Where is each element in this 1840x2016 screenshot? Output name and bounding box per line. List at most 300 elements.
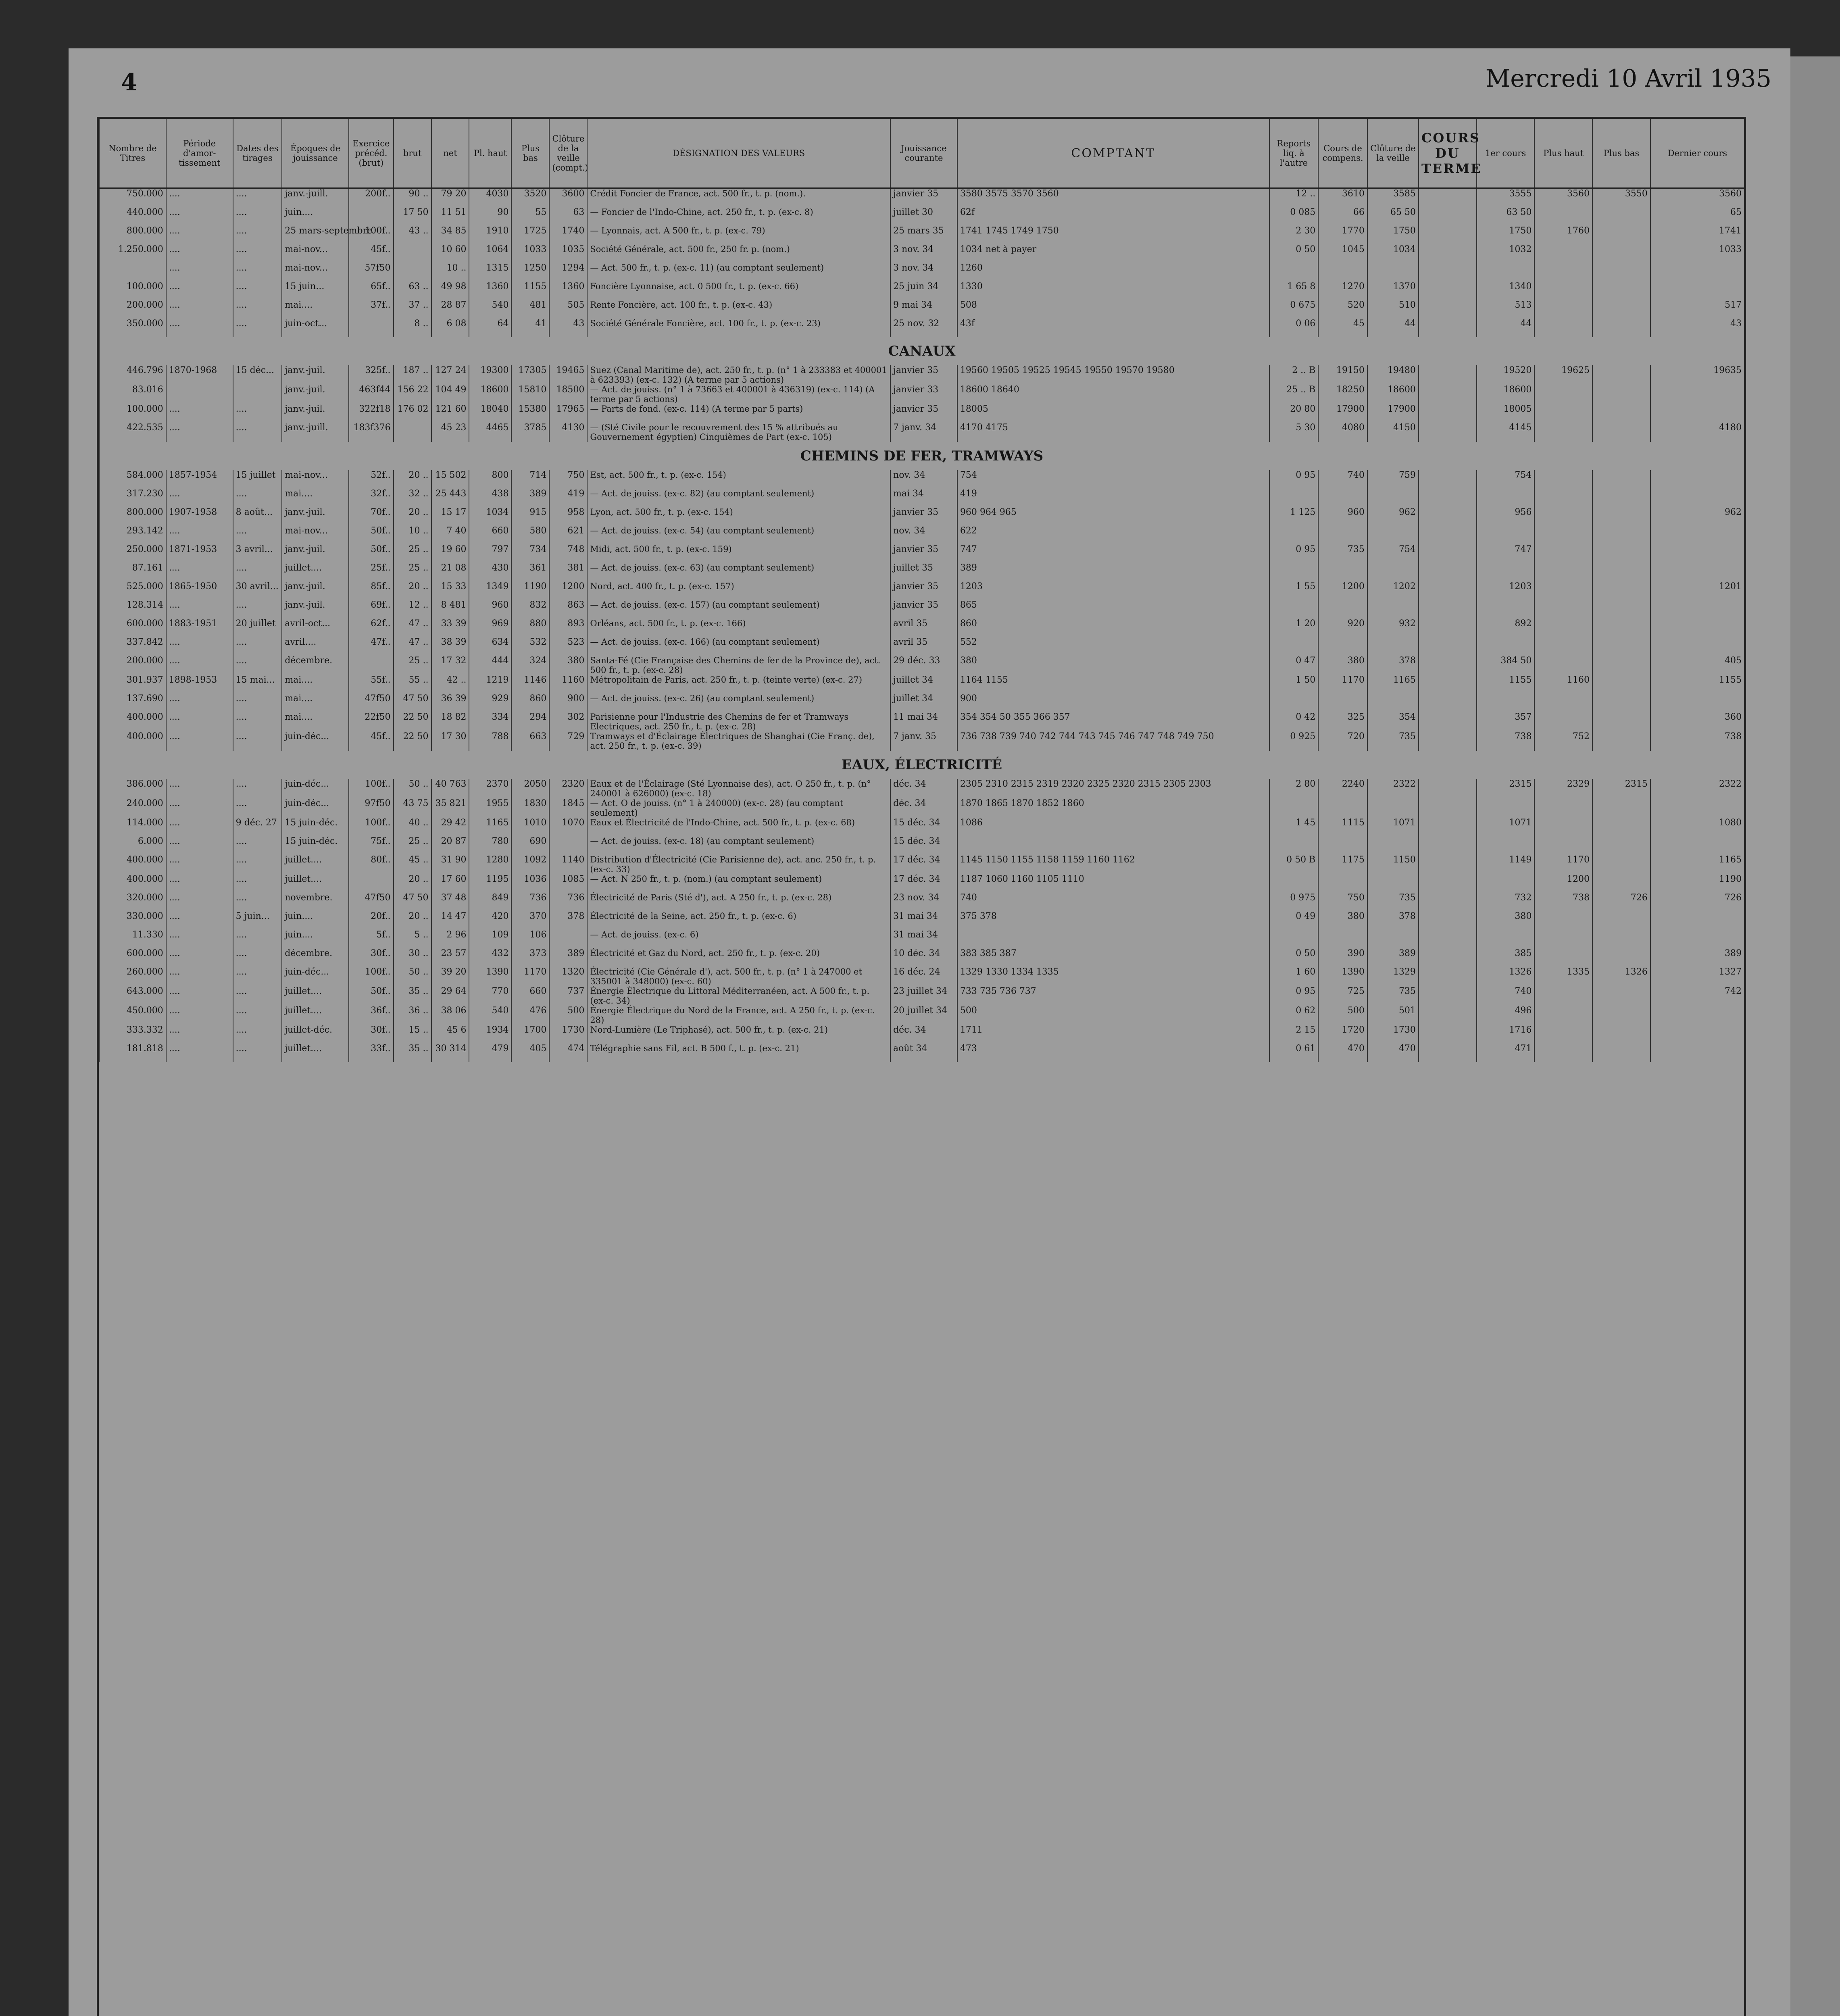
- cell-exercice: 97f50: [349, 798, 394, 818]
- cell-cloture: 748: [549, 544, 587, 563]
- cell-haut: 420: [469, 911, 511, 930]
- cell-brut: 43 75: [394, 798, 431, 818]
- cell-comptant: 1203: [957, 581, 1269, 600]
- cell-haut: 432: [469, 948, 511, 967]
- cell-periode: ....: [166, 731, 233, 751]
- cell-haut: 18040: [469, 404, 511, 423]
- table-row: [99, 948, 1744, 967]
- cell-exercice: 30f..: [349, 1025, 394, 1043]
- cell-dernier: 1741: [1650, 226, 1744, 244]
- cell-reports: [1269, 563, 1319, 581]
- cell-exercice: [349, 319, 394, 337]
- cell-cloture: 1160: [549, 675, 587, 694]
- cell-dernier: [1650, 798, 1744, 818]
- cell-reports: 0 95: [1269, 470, 1319, 489]
- cell-compens: 470: [1318, 1043, 1367, 1062]
- cell-titres: 200.000: [99, 656, 166, 675]
- cell-brut: 55 ..: [394, 675, 431, 694]
- cell-periode: ....: [166, 818, 233, 836]
- cell-des: — Act. de jouiss. (ex-c. 54) (au comptant seulement): [587, 526, 890, 544]
- cell-brut: 20 ..: [394, 874, 431, 893]
- cell-haut: 18600: [469, 385, 511, 404]
- cell-cloture: 2320: [549, 779, 587, 798]
- cell-phaut: [1534, 619, 1592, 637]
- cell-jouis: 25 nov. 32: [890, 319, 957, 337]
- cell-cloture: 1740: [549, 226, 587, 244]
- cell-cloture: 900: [549, 694, 587, 712]
- cell-des: Électricité (Cie Générale d'), act. 500 fr., t. p. (n° 1 à 247000 et 335001 à 348000) (ex-c. 60): [587, 967, 890, 986]
- cell-epoque: janv.-juill.: [282, 188, 349, 208]
- cell-premier: 3555: [1477, 188, 1535, 208]
- cell-reports: 1 50: [1269, 675, 1319, 694]
- cell-reports: [1269, 600, 1319, 619]
- cell-clot: 1165: [1367, 675, 1419, 694]
- cell-jouis: 25 mars 35: [890, 226, 957, 244]
- cell-phaut: 19625: [1534, 365, 1592, 385]
- cell-dernier: 738: [1650, 731, 1744, 751]
- cell-pbas: [1592, 226, 1650, 244]
- cell-periode: [166, 385, 233, 404]
- cell-premier: 1071: [1477, 818, 1535, 836]
- cell-tirage: 15 juillet: [233, 470, 282, 489]
- cell-reports: [1269, 836, 1319, 855]
- cell-clot: 389: [1367, 948, 1419, 967]
- cell-jouis: nov. 34: [890, 526, 957, 544]
- cell-titres: 386.000: [99, 779, 166, 798]
- cell-cloture: 19465: [549, 365, 587, 385]
- cell-cloture: 500: [549, 1006, 587, 1025]
- cell-haut: 797: [469, 544, 511, 563]
- cell-compens: [1318, 798, 1367, 818]
- cell-epoque: décembre.: [282, 948, 349, 967]
- cell-jouis: janvier 35: [890, 581, 957, 600]
- cell-cloture: 17965: [549, 404, 587, 423]
- cell-net: 7 40: [431, 526, 469, 544]
- cell-terme-spacer: [1419, 694, 1477, 712]
- cell-clot: 44: [1367, 319, 1419, 337]
- cell-bas: 405: [511, 1043, 549, 1062]
- cell-haut: 1955: [469, 798, 511, 818]
- cell-net: 8 481: [431, 600, 469, 619]
- cell-comptant: 1260: [957, 263, 1269, 281]
- cell-titres: 584.000: [99, 470, 166, 489]
- cell-periode: ....: [166, 563, 233, 581]
- cell-bas: 15380: [511, 404, 549, 423]
- cell-reports: 0 42: [1269, 712, 1319, 731]
- cell-brut: 47 ..: [394, 637, 431, 656]
- cell-brut: 15 ..: [394, 1025, 431, 1043]
- cell-cloture: 893: [549, 619, 587, 637]
- cell-pbas: [1592, 470, 1650, 489]
- cell-titres: 181.818: [99, 1043, 166, 1062]
- cell-titres: 1.250.000: [99, 244, 166, 263]
- cell-bas: 324: [511, 656, 549, 675]
- cell-jouis: 31 mai 34: [890, 911, 957, 930]
- cell-reports: 0 61: [1269, 1043, 1319, 1062]
- cell-terme-spacer: [1419, 637, 1477, 656]
- cell-reports: [1269, 489, 1319, 507]
- cell-epoque: 15 juin...: [282, 281, 349, 300]
- cell-epoque: mai-nov...: [282, 263, 349, 281]
- cell-periode: ....: [166, 319, 233, 337]
- cell-dernier: [1650, 1006, 1744, 1025]
- cell-comptant: 1187 1060 1160 1105 1110: [957, 874, 1269, 893]
- cell-clot: 759: [1367, 470, 1419, 489]
- cell-titres: 114.000: [99, 818, 166, 836]
- cell-haut: 800: [469, 470, 511, 489]
- cell-haut: 430: [469, 563, 511, 581]
- cell-premier: [1477, 526, 1535, 544]
- cell-premier: 1716: [1477, 1025, 1535, 1043]
- cell-titres: 240.000: [99, 798, 166, 818]
- cell-pbas: [1592, 281, 1650, 300]
- cell-comptant: 473: [957, 1043, 1269, 1062]
- cell-net: 121 60: [431, 404, 469, 423]
- section-heading-row: [99, 337, 1744, 365]
- cell-tirage: 3 avril...: [233, 544, 282, 563]
- cell-brut: 17 50: [394, 207, 431, 226]
- cell-des: — Act. de jouiss. (ex-c. 18) (au comptant seulement): [587, 836, 890, 855]
- cell-haut: 1934: [469, 1025, 511, 1043]
- cell-tirage: ....: [233, 948, 282, 967]
- table-row: [99, 544, 1744, 563]
- cell-titres: [99, 263, 166, 281]
- cell-compens: [1318, 637, 1367, 656]
- cell-brut: 47 50: [394, 694, 431, 712]
- cell-des: Eaux et Électricité de l'Indo-Chine, act. 500 fr., t. p. (ex-c. 68): [587, 818, 890, 836]
- cell-haut: 4465: [469, 423, 511, 442]
- cell-exercice: 183f376: [349, 423, 394, 442]
- cell-epoque: juin-déc...: [282, 798, 349, 818]
- table-row: [99, 656, 1744, 675]
- cell-dernier: [1650, 489, 1744, 507]
- cell-premier: 513: [1477, 300, 1535, 319]
- cell-compens: 1390: [1318, 967, 1367, 986]
- col-dates-tirages: Dates des tirages: [233, 119, 282, 188]
- cell-periode: ....: [166, 930, 233, 948]
- cell-epoque: juillet....: [282, 855, 349, 874]
- cell-jouis: avril 35: [890, 637, 957, 656]
- cell-premier: 956: [1477, 507, 1535, 526]
- cell-clot: 354: [1367, 712, 1419, 731]
- cell-titres: 100.000: [99, 281, 166, 300]
- table-row: [99, 526, 1744, 544]
- cell-exercice: 32f..: [349, 489, 394, 507]
- cell-comptant: 2305 2310 2315 2319 2320 2325 2320 2315 2305 2303: [957, 779, 1269, 798]
- cell-pbas: [1592, 600, 1650, 619]
- cell-compens: [1318, 694, 1367, 712]
- cell-comptant: 18005: [957, 404, 1269, 423]
- cell-dernier: [1650, 470, 1744, 489]
- cell-net: 14 47: [431, 911, 469, 930]
- cell-terme-spacer: [1419, 188, 1477, 208]
- cell-net: 31 90: [431, 855, 469, 874]
- cell-des: Distribution d'Électricité (Cie Parisienne de), act. anc. 250 fr., t. p. (ex-c. 33): [587, 855, 890, 874]
- cell-comptant: 500: [957, 1006, 1269, 1025]
- cell-haut: 1910: [469, 226, 511, 244]
- cell-compens: [1318, 263, 1367, 281]
- cell-pbas: [1592, 986, 1650, 1006]
- cell-pbas: [1592, 712, 1650, 731]
- cell-des: Tramways et d'Éclairage Électriques de Shanghai (Cie Franç. de), act. 250 fr., t. p. (ex-c. 39): [587, 731, 890, 751]
- cell-net: 104 49: [431, 385, 469, 404]
- cell-periode: ....: [166, 779, 233, 798]
- col-comptant: COMPTANT: [957, 119, 1269, 188]
- cell-net: 19 60: [431, 544, 469, 563]
- cell-des: Société Générale, act. 500 fr., 250 fr. p. (nom.): [587, 244, 890, 263]
- cell-pbas: [1592, 563, 1650, 581]
- cell-premier: [1477, 263, 1535, 281]
- cell-jouis: janvier 35: [890, 544, 957, 563]
- cell-reports: [1269, 930, 1319, 948]
- cell-terme-spacer: [1419, 675, 1477, 694]
- cell-tirage: ....: [233, 404, 282, 423]
- cell-pbas: [1592, 489, 1650, 507]
- cell-epoque: 15 juin-déc.: [282, 818, 349, 836]
- cell-cloture: 737: [549, 986, 587, 1006]
- col-cours-compens: Cours de compens.: [1318, 119, 1367, 188]
- cell-exercice: 5f..: [349, 930, 394, 948]
- cell-jouis: janvier 35: [890, 600, 957, 619]
- table-row: [99, 563, 1744, 581]
- cell-net: 79 20: [431, 188, 469, 208]
- cell-epoque: juin....: [282, 930, 349, 948]
- cell-periode: ....: [166, 1006, 233, 1025]
- cell-reports: 2 15: [1269, 1025, 1319, 1043]
- cell-phaut: [1534, 423, 1592, 442]
- cell-phaut: 1170: [1534, 855, 1592, 874]
- cell-pbas: [1592, 948, 1650, 967]
- cell-phaut: 738: [1534, 893, 1592, 911]
- cell-tirage: 5 juin...: [233, 911, 282, 930]
- cell-phaut: [1534, 207, 1592, 226]
- cell-haut: 1064: [469, 244, 511, 263]
- cell-exercice: 45f..: [349, 731, 394, 751]
- cell-des: — Act. de jouiss. (ex-c. 6): [587, 930, 890, 948]
- cell-compens: 17900: [1318, 404, 1367, 423]
- cell-exercice: 100f..: [349, 779, 394, 798]
- cell-pbas: [1592, 1025, 1650, 1043]
- cell-bas: 736: [511, 893, 549, 911]
- cell-jouis: juillet 34: [890, 675, 957, 694]
- cell-compens: 19150: [1318, 365, 1367, 385]
- cell-epoque: juillet....: [282, 563, 349, 581]
- cell-exercice: [349, 656, 394, 675]
- table-row: [99, 637, 1744, 656]
- cell-brut: 20 ..: [394, 911, 431, 930]
- cell-compens: 960: [1318, 507, 1367, 526]
- cell-compens: 45: [1318, 319, 1367, 337]
- cell-comptant: 1741 1745 1749 1750: [957, 226, 1269, 244]
- cell-pbas: [1592, 526, 1650, 544]
- cell-phaut: [1534, 319, 1592, 337]
- cell-bas: 860: [511, 694, 549, 712]
- cell-terme-spacer: [1419, 1006, 1477, 1025]
- cell-comptant: 622: [957, 526, 1269, 544]
- cell-periode: 1883-1951: [166, 619, 233, 637]
- cell-dernier: 405: [1650, 656, 1744, 675]
- cell-periode: 1871-1953: [166, 544, 233, 563]
- cell-phaut: [1534, 526, 1592, 544]
- cell-cloture: 1320: [549, 967, 587, 986]
- cell-compens: 1270: [1318, 281, 1367, 300]
- cell-terme-spacer: [1419, 404, 1477, 423]
- cell-tirage: ....: [233, 423, 282, 442]
- cell-haut: 770: [469, 986, 511, 1006]
- cell-bas: 1155: [511, 281, 549, 300]
- cell-tirage: ....: [233, 637, 282, 656]
- cell-des: — Parts de fond. (ex-c. 114) (A terme par 5 parts): [587, 404, 890, 423]
- cell-comptant: 860: [957, 619, 1269, 637]
- cell-clot: [1367, 930, 1419, 948]
- cell-brut: 32 ..: [394, 489, 431, 507]
- cell-exercice: 325f..: [349, 365, 394, 385]
- cell-titres: 337.842: [99, 637, 166, 656]
- cell-phaut: [1534, 544, 1592, 563]
- cell-compens: 720: [1318, 731, 1367, 751]
- cell-exercice: 62f..: [349, 619, 394, 637]
- cell-pbas: [1592, 911, 1650, 930]
- cell-jouis: 29 déc. 33: [890, 656, 957, 675]
- cell-haut: 1165: [469, 818, 511, 836]
- cell-brut: 25 ..: [394, 656, 431, 675]
- cell-jouis: nov. 34: [890, 470, 957, 489]
- cell-comptant: [957, 930, 1269, 948]
- col-cloture-veille: Clôture de la veille (compt.): [549, 119, 587, 188]
- cell-cloture: 381: [549, 563, 587, 581]
- cell-epoque: décembre.: [282, 656, 349, 675]
- cell-periode: ....: [166, 263, 233, 281]
- cell-reports: 1 125: [1269, 507, 1319, 526]
- cell-exercice: 47f50: [349, 694, 394, 712]
- cell-dernier: [1650, 619, 1744, 637]
- cell-tirage: ....: [233, 281, 282, 300]
- cell-des: Lyon, act. 500 fr., t. p. (ex-c. 154): [587, 507, 890, 526]
- cell-periode: ....: [166, 836, 233, 855]
- cell-net: 25 443: [431, 489, 469, 507]
- cell-clot: 962: [1367, 507, 1419, 526]
- cell-bas: 1170: [511, 967, 549, 986]
- col-plus-bas: Plus bas: [511, 119, 549, 188]
- cell-brut: 10 ..: [394, 526, 431, 544]
- cell-jouis: juillet 35: [890, 563, 957, 581]
- cell-epoque: mai....: [282, 712, 349, 731]
- cell-terme-spacer: [1419, 1043, 1477, 1062]
- table-row: [99, 712, 1744, 731]
- cell-reports: 0 49: [1269, 911, 1319, 930]
- cell-epoque: juillet....: [282, 874, 349, 893]
- cell-exercice: 50f..: [349, 986, 394, 1006]
- cell-phaut: 1160: [1534, 675, 1592, 694]
- cell-terme-spacer: [1419, 818, 1477, 836]
- cell-tirage: ....: [233, 874, 282, 893]
- cell-titres: 400.000: [99, 855, 166, 874]
- cell-terme-spacer: [1419, 874, 1477, 893]
- cell-reports: 25 .. B: [1269, 385, 1319, 404]
- cell-des: Télégraphie sans Fil, act. B 500 f., t. p. (ex-c. 21): [587, 1043, 890, 1062]
- cell-titres: 293.142: [99, 526, 166, 544]
- cell-clot: 735: [1367, 893, 1419, 911]
- cell-phaut: [1534, 600, 1592, 619]
- cell-des: Électricité de Paris (Sté d'), act. A 250 fr., t. p. (ex-c. 28): [587, 893, 890, 911]
- cell-compens: 725: [1318, 986, 1367, 1006]
- cell-pbas: [1592, 675, 1650, 694]
- cell-jouis: 23 nov. 34: [890, 893, 957, 911]
- cell-pbas: 3550: [1592, 188, 1650, 208]
- cell-tirage: ....: [233, 893, 282, 911]
- cell-clot: 1750: [1367, 226, 1419, 244]
- cell-brut: 25 ..: [394, 563, 431, 581]
- cell-cloture: 1085: [549, 874, 587, 893]
- cell-brut: 47 50: [394, 893, 431, 911]
- cell-exercice: 85f..: [349, 581, 394, 600]
- cell-phaut: [1534, 581, 1592, 600]
- cell-des: Rente Foncière, act. 100 fr., t. p. (ex-c. 43): [587, 300, 890, 319]
- cell-titres: 600.000: [99, 948, 166, 967]
- cell-titres: 301.937: [99, 675, 166, 694]
- cell-terme-spacer: [1419, 986, 1477, 1006]
- cell-dernier: 3560: [1650, 188, 1744, 208]
- cell-dernier: 1033: [1650, 244, 1744, 263]
- cell-premier: 380: [1477, 911, 1535, 930]
- cell-tirage: ....: [233, 779, 282, 798]
- cell-periode: ....: [166, 1025, 233, 1043]
- cell-compens: 1115: [1318, 818, 1367, 836]
- cell-titres: 330.000: [99, 911, 166, 930]
- cell-premier: 496: [1477, 1006, 1535, 1025]
- cell-terme-spacer: [1419, 365, 1477, 385]
- page-edge: [1790, 56, 1840, 2016]
- cell-haut: 1390: [469, 967, 511, 986]
- cell-cloture: 729: [549, 731, 587, 751]
- cell-compens: 380: [1318, 656, 1367, 675]
- cell-dernier: 2322: [1650, 779, 1744, 798]
- cell-cloture: [549, 836, 587, 855]
- cell-reports: [1269, 694, 1319, 712]
- cell-dernier: [1650, 563, 1744, 581]
- cell-compens: [1318, 489, 1367, 507]
- cell-comptant: 4170 4175: [957, 423, 1269, 442]
- cell-haut: 929: [469, 694, 511, 712]
- cell-periode: ....: [166, 986, 233, 1006]
- cell-terme-spacer: [1419, 226, 1477, 244]
- cell-pbas: [1592, 656, 1650, 675]
- cell-comptant: 733 735 736 737: [957, 986, 1269, 1006]
- cell-premier: 357: [1477, 712, 1535, 731]
- cell-net: 17 30: [431, 731, 469, 751]
- cell-terme-spacer: [1419, 600, 1477, 619]
- cell-epoque: juillet-déc.: [282, 1025, 349, 1043]
- cell-brut: 176 02: [394, 404, 431, 423]
- cell-pbas: [1592, 319, 1650, 337]
- cell-dernier: 742: [1650, 986, 1744, 1006]
- cell-clot: [1367, 263, 1419, 281]
- cell-pbas: [1592, 404, 1650, 423]
- cell-exercice: 200f..: [349, 188, 394, 208]
- cell-haut: 64: [469, 319, 511, 337]
- cell-cloture: [549, 930, 587, 948]
- cell-comptant: 1086: [957, 818, 1269, 836]
- cell-periode: ....: [166, 893, 233, 911]
- cell-comptant: 1145 1150 1155 1158 1159 1160 1162: [957, 855, 1269, 874]
- cell-haut: 849: [469, 893, 511, 911]
- cell-titres: 200.000: [99, 300, 166, 319]
- cell-net: 38 06: [431, 1006, 469, 1025]
- cell-cloture: 1200: [549, 581, 587, 600]
- quotation-rows: [99, 188, 1744, 1062]
- cell-reports: 0 06: [1269, 319, 1319, 337]
- cell-premier: 18005: [1477, 404, 1535, 423]
